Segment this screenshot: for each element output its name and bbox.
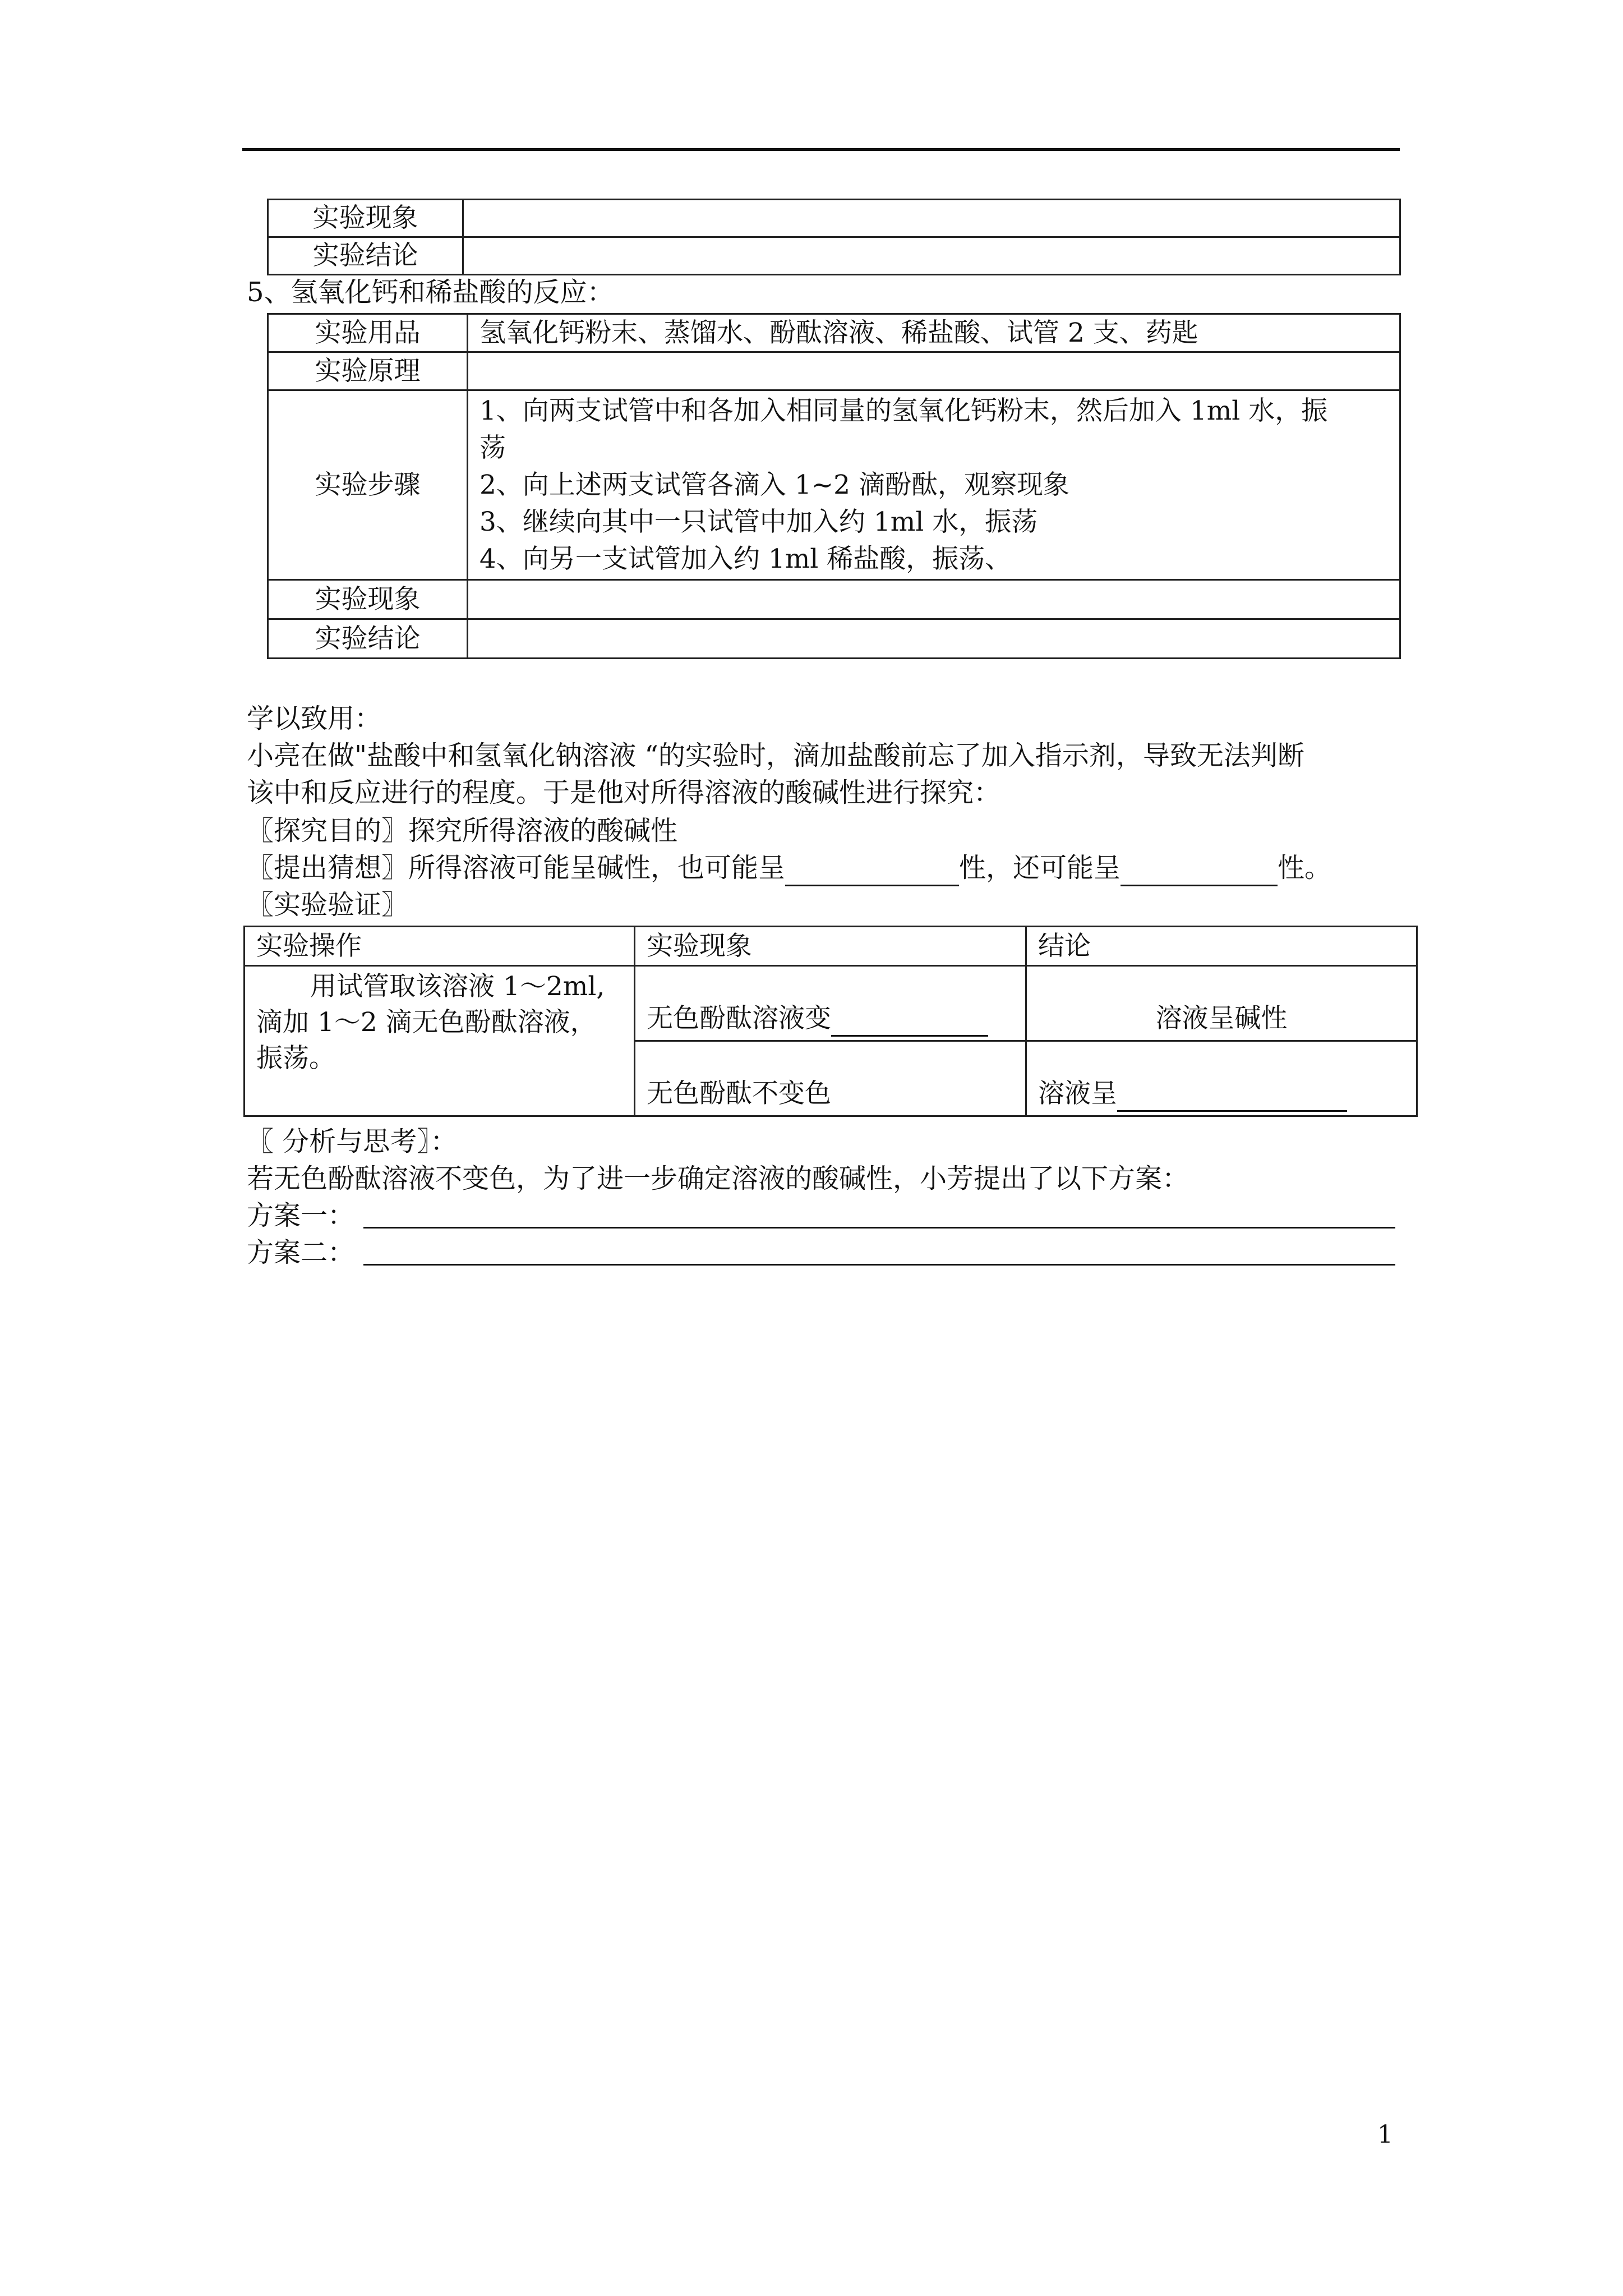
table-header-row [245,927,1417,966]
verify-heading: 〖实验验证〗 [247,889,409,921]
row-value [463,237,1400,275]
hypothesis-text-c: 性。 [1278,852,1332,884]
application-title: 学以致用： [247,703,382,734]
table-row [268,314,1400,352]
step-line: 2、向上述两支试管各滴入 1~2 滴酚酞，观察现象 [479,469,1069,500]
operation-cell [245,966,635,1116]
conclusion2-blank[interactable] [1117,1081,1347,1112]
hypothesis-text-a: 〖提出猜想〗所得溶液可能呈碱性，也可能呈 [247,852,786,884]
operation-line: 用试管取该溶液 1～2ml, [310,971,605,1002]
purpose-text: 〖探究目的〗探究所得溶液的酸碱性 [247,815,678,846]
application-paragraph-line2: 该中和反应进行的程度。于是他对所得溶液的酸碱性进行探究： [247,777,1001,808]
materials-label: 实验用品 [268,314,468,352]
plan1-label: 方案一： [247,1200,355,1231]
conclusion-label: 实验结论 [268,619,468,659]
verify-table [243,926,1418,1117]
principle-label: 实验原理 [268,352,468,390]
table-row [268,580,1400,619]
table-row [245,966,1417,1041]
conclusion-value [468,619,1400,659]
table-row [268,200,1400,237]
phenomenon-label: 实验现象 [268,580,468,619]
plan2-label: 方案二： [247,1237,355,1268]
plan1-answer-line[interactable] [363,1227,1395,1228]
steps-label: 实验步骤 [268,390,468,580]
table-row [268,619,1400,659]
row-label: 实验现象 [268,200,463,237]
analysis-title: 〖 分析与思考〗： [247,1126,458,1157]
step-line: 3、继续向其中一只试管中加入约 1ml 水，振荡 [479,506,1038,537]
analysis-text: 若无色酚酞溶液不变色，为了进一步确定溶液的酸碱性，小芳提出了以下方案： [247,1163,1189,1194]
table-row [268,352,1400,390]
conclusion1-cell: 溶液呈碱性 [1026,966,1417,1041]
hypothesis-text-b: 性，还可能呈 [959,852,1121,884]
application-paragraph-line1: 小亮在做"盐酸中和氢氧化钠溶液 “的实验时，滴加盐酸前忘了加入指示剂，导致无法判断 [247,740,1304,771]
hypothesis-line [247,849,1331,886]
table-row [268,237,1400,275]
materials-value: 氢氧化钙粉末、蒸馏水、酚酞溶液、稀盐酸、试管 2 支、药匙 [468,314,1400,352]
principle-value [468,352,1400,390]
table-continued [267,199,1401,275]
row-value [463,200,1400,237]
conclusion2-cell [1026,1041,1417,1116]
header-rule [242,148,1400,151]
hypothesis-blank-1[interactable] [785,855,959,886]
header-conclusion: 结论 [1026,927,1417,966]
step-line: 1、向两支试管中和各加入相同量的氢氧化钙粉末，然后加入 1ml 水，振 [479,395,1328,426]
phenomenon1-blank[interactable] [831,1006,988,1037]
step-line: 荡 [479,432,506,463]
conclusion2-text: 溶液呈 [1038,1078,1117,1109]
operation-line: 滴加 1～2 滴无色酚酞溶液， [256,1007,597,1038]
step-line: 4、向另一支试管加入约 1ml 稀盐酸，振荡、 [479,543,1012,574]
table-section5 [267,313,1401,659]
header-operation: 实验操作 [245,927,635,966]
steps-cell [468,390,1400,580]
section5-heading: 5、氢氧化钙和稀盐酸的反应： [247,277,614,308]
plan2-answer-line[interactable] [363,1264,1395,1266]
phenomenon1-text: 无色酚酞溶液变 [647,1003,831,1034]
phenomenon2-cell: 无色酚酞不变色 [635,1041,1026,1116]
header-phenomenon: 实验现象 [635,927,1026,966]
phenomenon-value [468,580,1400,619]
row-label: 实验结论 [268,237,463,275]
hypothesis-blank-2[interactable] [1121,855,1278,886]
page-number: 1 [1377,2120,1393,2149]
table-row [268,390,1400,580]
phenomenon1-cell [635,966,1026,1041]
operation-line: 振荡。 [256,1043,335,1074]
